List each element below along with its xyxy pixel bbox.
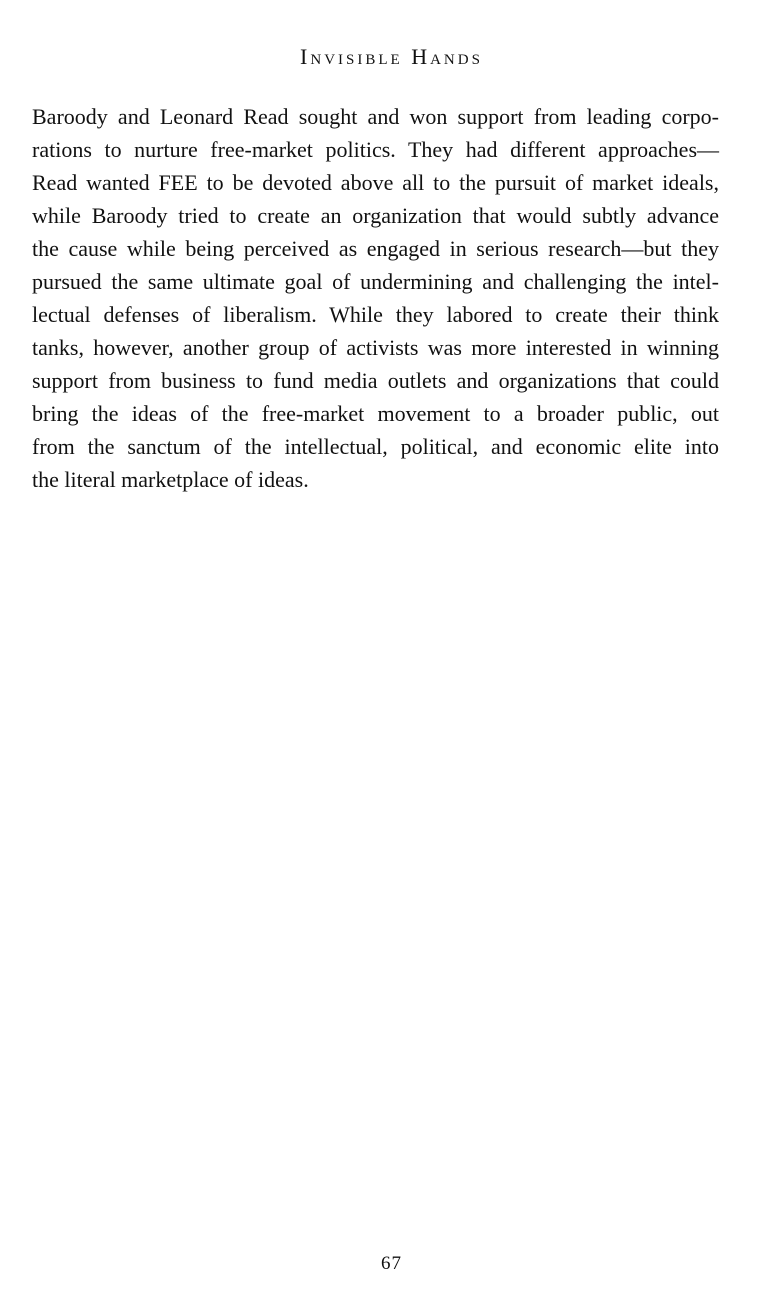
body-line: support from business to fund media outlets and organizations that could xyxy=(32,368,719,393)
body-line: Read wanted FEE to be devoted above all to the pursuit of market ideals, xyxy=(32,170,719,195)
body-line: the literal marketplace of ideas. xyxy=(32,467,309,492)
body-line: while Baroody tried to create an organization that would subtly advance xyxy=(32,203,719,228)
running-head: Invisible Hands xyxy=(300,44,483,69)
body-line: pursued the same ultimate goal of undermining and challenging the intel- xyxy=(32,269,719,294)
body-line: bring the ideas of the free-market movement to a broader public, out xyxy=(32,401,719,426)
body-line: Baroody and Leonard Read sought and won support from leading corpo- xyxy=(32,104,719,129)
body-line: the cause while being perceived as engaged in serious research—but they xyxy=(32,236,719,261)
page-number: 67 xyxy=(381,1253,402,1274)
body-line: lectual defenses of liberalism. While they labored to create their think xyxy=(32,302,719,327)
body-line: from the sanctum of the intellectual, political, and economic elite into xyxy=(32,434,719,459)
body-paragraph xyxy=(32,100,719,496)
body-line: tanks, however, another group of activists was more interested in winning xyxy=(32,335,719,360)
body-line: rations to nurture free-market politics. They had different approaches— xyxy=(32,137,719,162)
